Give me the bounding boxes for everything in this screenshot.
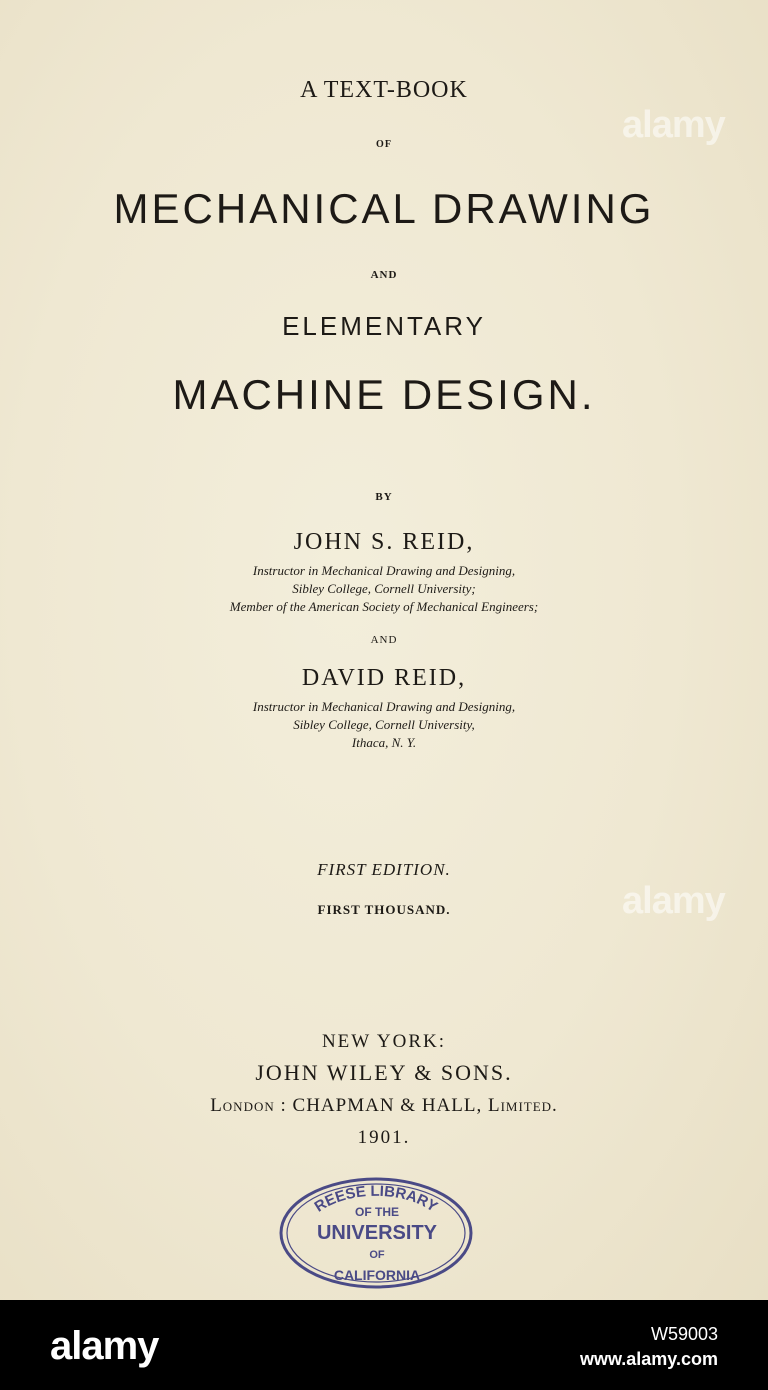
stamp-line: OF (369, 1249, 385, 1261)
subtitle: MACHINE DESIGN. (172, 371, 596, 418)
title-line-1: A TEXT-BOOK (300, 77, 468, 103)
author1-line: Sibley College, Cornell University; (292, 581, 476, 596)
printing: FIRST THOUSAND. (317, 902, 451, 917)
london-suffix: Limited. (487, 1095, 558, 1116)
and-label: AND (370, 634, 398, 646)
site-url: www.alamy.com (579, 1349, 718, 1370)
author2-name: DAVID REID, (301, 665, 467, 691)
author2-line: Sibley College, Cornell University, (293, 717, 475, 732)
imprint-city: NEW YORK: (321, 1031, 447, 1052)
title-line-4: AND (370, 269, 398, 281)
author1-line: Instructor in Mechanical Drawing and Designing, (252, 563, 516, 578)
edition: FIRST EDITION. (317, 860, 451, 879)
title-line-2: OF (376, 139, 392, 150)
image-code: W59003 (650, 1324, 718, 1344)
footer-bar (0, 1300, 768, 1390)
author1-line: Member of the American Society of Mechanical Engineers; (229, 599, 539, 614)
stamp-line: CALIFORNIA (333, 1267, 421, 1283)
london-prefix: London : (210, 1095, 287, 1116)
by-label: BY (375, 491, 393, 503)
stamp-line: UNIVERSITY (316, 1222, 438, 1244)
alamy-logo: alamy (50, 1324, 159, 1368)
main-title: MECHANICAL DRAWING (113, 185, 655, 232)
stamp-line: REESE LIBRARY (311, 1182, 441, 1216)
author2-line: Ithaca, N. Y. (351, 735, 417, 750)
author2-line: Instructor in Mechanical Drawing and Designing, (252, 699, 516, 714)
imprint-year: 1901. (357, 1127, 411, 1148)
london-publisher: CHAPMAN & HALL, (292, 1095, 483, 1116)
title-line-5: ELEMENTARY (282, 311, 486, 341)
image-info (580, 1322, 718, 1372)
author1-name: JOHN S. REID, (293, 529, 475, 555)
imprint-publisher: JOHN WILEY & SONS. (255, 1060, 513, 1085)
imprint-london (0, 1096, 768, 1115)
stamp-line: OF THE (355, 1205, 399, 1219)
watermark: alamy (622, 104, 725, 146)
library-stamp (278, 1176, 474, 1290)
watermark: alamy (622, 880, 725, 922)
